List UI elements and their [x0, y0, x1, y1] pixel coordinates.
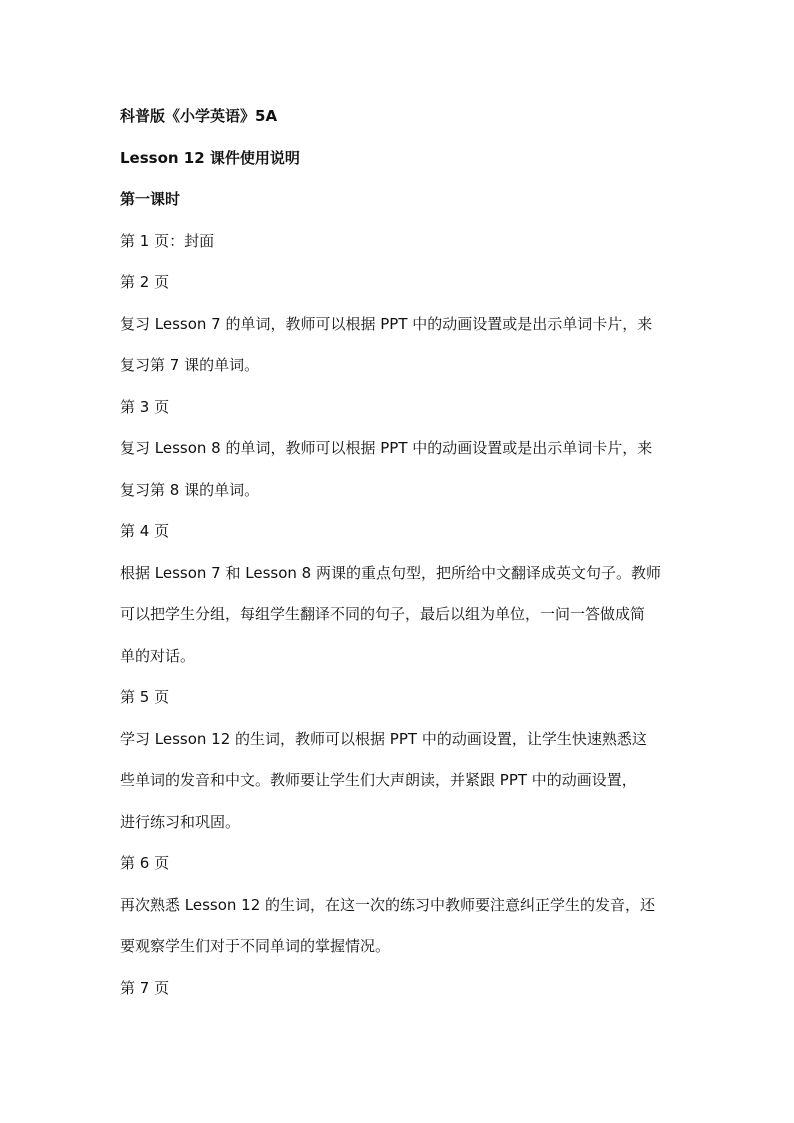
paragraph-line: 要观察学生们对于不同单词的掌握情况。 [120, 937, 391, 955]
page-heading: 第 4 页 [120, 522, 170, 540]
page-heading: 第 1 页：封面 [120, 231, 215, 250]
paragraph-line: 单的对话。 [120, 646, 196, 665]
document-title: 科普版《小学英语》5A [120, 107, 278, 125]
paragraph-line: 复习第 8 课的单词。 [120, 480, 260, 499]
page-heading: 第 5 页 [120, 688, 170, 706]
document-body [120, 106, 680, 1019]
page-heading: 第 2 页 [120, 273, 170, 291]
paragraph-line: 复习第 7 课的单词。 [120, 356, 260, 374]
page-description [120, 314, 680, 376]
paragraph-line: 再次熟悉 Lesson 12 的生词，在这一次的练习中教师要注意纠正学生的发音，还 [120, 895, 656, 914]
paragraph-line: 根据 Lesson 7 和 Lesson 8 两课的重点句型，把所给中文翻译成英文句子。教师 [120, 563, 661, 582]
page-description [120, 438, 680, 500]
section-heading: 第一课时 [120, 190, 181, 208]
page-heading: 第 3 页 [120, 397, 170, 416]
page-description [120, 563, 680, 666]
paragraph-line: 复习 Lesson 8 的单词，教师可以根据 PPT 中的动画设置或是出示单词卡片，来 [120, 439, 653, 457]
paragraph-line: 学习 Lesson 12 的生词，教师可以根据 PPT 中的动画设置，让学生快速熟悉这 [120, 729, 647, 748]
page-heading: 第 6 页 [120, 854, 170, 872]
paragraph-line: 可以把学生分组，每组学生翻译不同的句子，最后以组为单位，一问一答做成简 [120, 605, 646, 623]
paragraph-line: 些单词的发音和中文。教师要让学生们大声朗读，并紧跟 PPT 中的动画设置， [120, 771, 637, 789]
document-subtitle: Lesson 12 课件使用说明 [120, 148, 300, 167]
page-description [120, 895, 680, 957]
paragraph-line: 进行练习和巩固。 [120, 812, 241, 831]
page-heading: 第 7 页 [120, 978, 170, 997]
paragraph-line: 复习 Lesson 7 的单词，教师可以根据 PPT 中的动画设置或是出示单词卡片，来 [120, 314, 653, 333]
page-description [120, 729, 680, 832]
